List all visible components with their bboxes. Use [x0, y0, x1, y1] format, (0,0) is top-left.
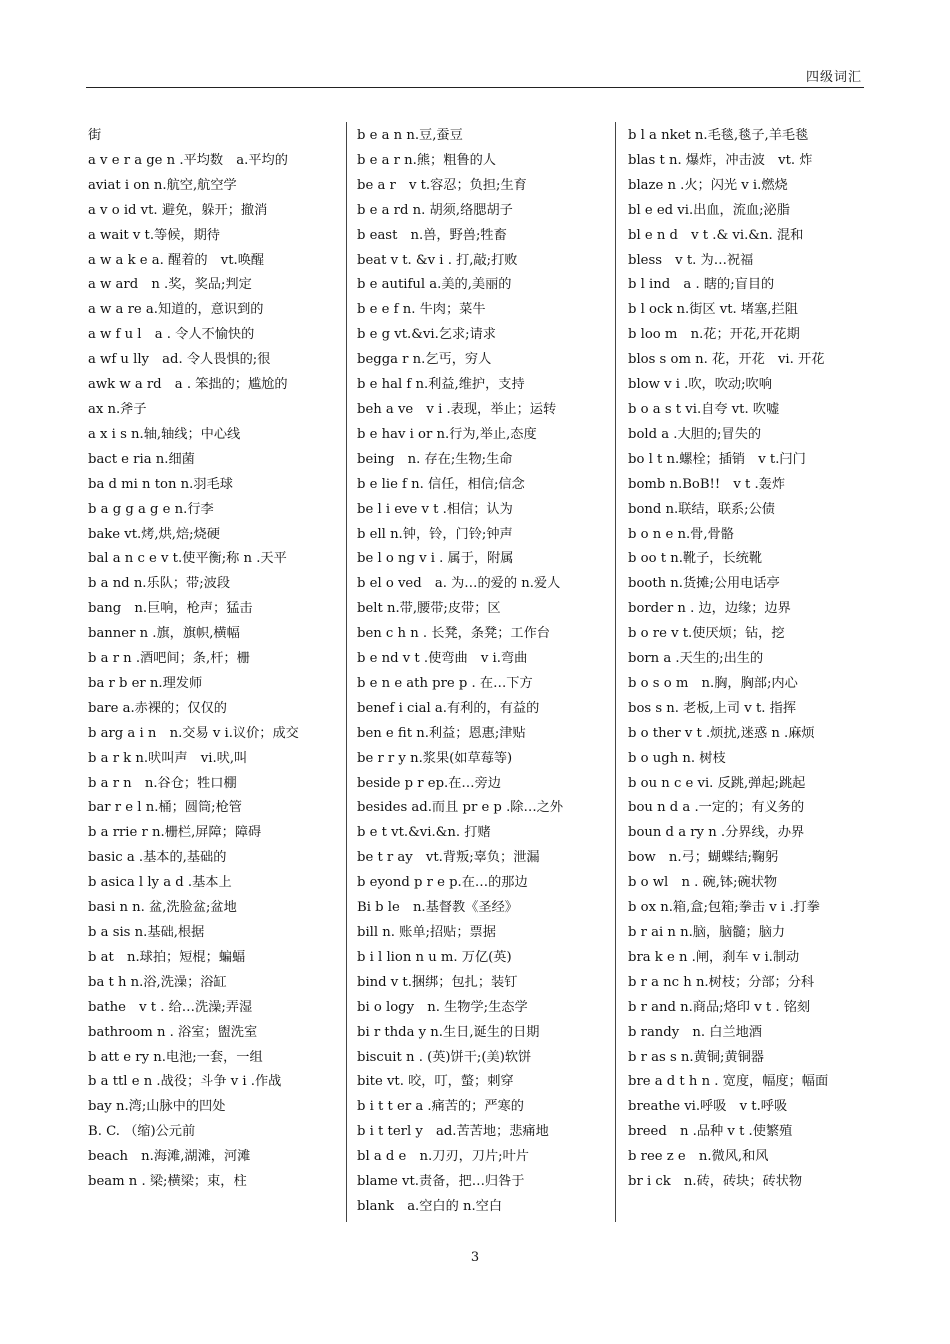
- vocab-entry: blame vt.责备，把…归咎于: [357, 1174, 525, 1190]
- vocab-entry: b o wl n . 碗,钵;碗状物: [628, 875, 778, 891]
- vocab-entry: bathe v t . 给…洗澡;弄湿: [88, 999, 253, 1015]
- vocab-entry: b o a s t vi.自夸 vt. 吹嘘: [628, 401, 780, 417]
- vocab-entry: br i ck n.砖，砖块；砖状物: [628, 1174, 803, 1190]
- vocab-entry: a wait v t.等候，期待: [88, 227, 220, 243]
- vocab-entry: 街: [88, 128, 102, 143]
- vocab-entry: bare a.赤裸的；仅仅的: [88, 700, 227, 716]
- column-2: [357, 124, 607, 1220]
- vocab-entry: b e hav i or n.行为,举止,态度: [357, 426, 537, 442]
- vocab-entry: b a ttl e n .战役；斗争 v i .作战: [88, 1074, 282, 1090]
- vocab-entry: be l o ng v i . 属于，附属: [357, 551, 514, 567]
- vocab-entry: bre a d t h n . 宽度，幅度；幅面: [628, 1074, 829, 1090]
- vocab-entry: aviat i on n.航空,航空学: [88, 177, 237, 193]
- vocab-entry: bos s n. 老板,上司 v t. 指挥: [628, 700, 797, 716]
- vocab-entry: b o re v t.使厌烦；钻，挖: [628, 626, 785, 642]
- vocab-entry: be r r y n.浆果(如草莓等): [357, 750, 513, 766]
- vocab-entry: beside p r ep.在…旁边: [357, 775, 501, 791]
- vocab-entry: bact e ria n.细菌: [88, 451, 195, 467]
- vocab-entry: blos s om n. 花，开花 vi. 开花: [628, 352, 825, 368]
- vocab-entry: b r as s n.黄铜;黄铜器: [628, 1049, 764, 1065]
- vocab-entry: b a r n .酒吧间；条,杆；栅: [88, 651, 250, 667]
- vocab-entry: ba t h n.浴,洗澡；浴缸: [88, 974, 227, 990]
- vocab-entry: ben e fit n.利益；恩惠;津贴: [357, 725, 526, 741]
- vocab-entry: being n. 存在;生物;生命: [357, 451, 513, 467]
- vocab-entry: Bi b le n.基督教《圣经》: [357, 900, 518, 916]
- vocab-entry: b o s o m n.胸，胸部;内心: [628, 675, 798, 691]
- vocab-entry: blow v i .吹，吹动;吹响: [628, 377, 772, 393]
- vocab-entry: biscuit n . (英)饼干;(美)软饼: [357, 1049, 532, 1065]
- vocab-entry: bl e ed vi.出血，流血;泌脂: [628, 202, 790, 218]
- vocab-entry: a w a k e a. 醒着的 vt.唤醒: [88, 252, 265, 268]
- vocab-entry: b r and n.商品;烙印 v t . 铭刻: [628, 999, 811, 1015]
- vocab-entry: beat v t. &v i . 打,敲;打败: [357, 252, 518, 268]
- vocab-entry: bond n.联结，联系;公债: [628, 501, 775, 517]
- vocab-entry: awk w a rd a . 笨拙的；尴尬的: [88, 377, 288, 393]
- vocab-entry: b arg a i n n.交易 v i.议价；成交: [88, 725, 299, 741]
- vocab-entry: b i l lion n u m. 万亿(英): [357, 949, 512, 965]
- vocab-entry: b a r n n.谷仓；牲口棚: [88, 775, 237, 791]
- vocab-entry: b o n e n.骨,骨骼: [628, 526, 734, 542]
- vocab-entry: beh a ve v i .表现，举止；运转: [357, 401, 557, 417]
- column-1: [88, 124, 338, 1195]
- vocab-entry: border n . 边，边缘；边界: [628, 601, 791, 617]
- vocab-entry: b loo m n.花；开花,开花期: [628, 327, 800, 343]
- vocab-entry: b ree z e n.微风,和风: [628, 1149, 769, 1165]
- vocab-entry: be t r ay vt.背叛;辜负；泄漏: [357, 850, 540, 866]
- vocab-entry: b o ugh n. 树枝: [628, 750, 726, 766]
- vocab-entry: bake vt.烤,烘,焙;烧硬: [88, 526, 220, 542]
- vocab-entry: b a nd n.乐队；带;波段: [88, 576, 231, 592]
- header-title: 四级词汇: [805, 70, 862, 85]
- vocab-entry: blaze n .火；闪光 v i.燃烧: [628, 177, 788, 193]
- vocab-entry: B. C. （缩)公元前: [88, 1124, 196, 1140]
- vocab-entry: b e a n n.豆,蚕豆: [357, 128, 463, 143]
- vocab-entry: a wf u lly ad. 令人畏惧的;很: [88, 352, 271, 368]
- vocab-entry: b e lie f n. 信任，相信;信念: [357, 476, 525, 492]
- vocab-entry: benef i cial a.有利的，有益的: [357, 700, 540, 716]
- vocab-entry: be l i eve v t .相信；认为: [357, 501, 513, 517]
- vocab-entry: bold a .大胆的;冒失的: [628, 426, 762, 442]
- vocab-entry: b e hal f n.利益,维护，支持: [357, 377, 525, 393]
- vocab-entry: ba d mi n ton n.羽毛球: [88, 476, 233, 492]
- vocab-entry: b e e f n. 牛肉；菜牛: [357, 302, 486, 318]
- vocab-entry: ax n.斧子: [88, 401, 147, 417]
- vocab-entry: b e autiful a.美的,美丽的: [357, 277, 512, 293]
- vocab-entry: b oo t n.靴子，长统靴: [628, 551, 763, 567]
- vocab-entry: b e a r n.熊；粗鲁的人: [357, 152, 496, 168]
- vocab-entry: belt n.带,腰带;皮带；区: [357, 601, 501, 617]
- vocab-entry: b r ai n n.脑，脑髓；脑力: [628, 925, 786, 940]
- vocab-entry: b a sis n.基础,根据: [88, 925, 205, 940]
- vocab-entry: a v o id vt. 避免，躲开；撤消: [88, 202, 268, 218]
- vocab-entry: b r a nc h n.树枝；分部；分科: [628, 974, 815, 990]
- vocab-entry: b a r k n.吠叫声 vi.吠,叫: [88, 750, 248, 766]
- vocab-entry: b l a nket n.毛毯,毯子,羊毛毯: [628, 128, 809, 143]
- vocab-entry: b e n e ath pre p . 在…下方: [357, 675, 533, 691]
- header-rule: [86, 87, 864, 88]
- vocab-entry: bill n. 账单;招贴；票据: [357, 925, 496, 940]
- vocab-entry: bar r e l n.桶；圆筒;枪管: [88, 800, 242, 816]
- vocab-entry: b randy n. 白兰地酒: [628, 1024, 762, 1040]
- vocab-entry: b att e ry n.电池;一套，一组: [88, 1049, 263, 1065]
- vocab-entry: a v e r a ge n .平均数 a.平均的: [88, 152, 288, 168]
- vocab-entry: b ell n.钟，铃，门铃;钟声: [357, 526, 513, 542]
- vocab-entry: b a g g a g e n.行李: [88, 501, 214, 517]
- vocab-entry: a w f u l a . 令人不愉快的: [88, 327, 255, 343]
- column-divider: [346, 122, 347, 1222]
- vocab-entry: beam n . 梁;横梁；束，柱: [88, 1174, 247, 1190]
- vocab-entry: breed n .品种 v t .使繁殖: [628, 1124, 793, 1140]
- vocab-entry: b i t t er a .痛苦的；严寒的: [357, 1099, 524, 1115]
- vocab-entry: ben c h n . 长凳，条凳；工作台: [357, 626, 550, 642]
- vocab-entry: b eyond p r e p.在…的那边: [357, 875, 528, 891]
- vocab-entry: bo l t n.螺栓；插销 v t.闩门: [628, 451, 806, 467]
- vocab-entry: blas t n. 爆炸，冲击波 vt. 炸: [628, 152, 813, 168]
- vocab-entry: booth n.货摊;公用电话亭: [628, 576, 780, 592]
- vocab-entry: blank a.空白的 n.空白: [357, 1198, 503, 1214]
- page-number: 3: [470, 1250, 480, 1265]
- vocab-entry: b a rrie r n.栅栏,屏障；障碍: [88, 825, 262, 841]
- vocab-entry: b l ind a . 瞎的;盲目的: [628, 277, 775, 293]
- vocab-entry: b l ock n.街区 vt. 堵塞,拦阻: [628, 302, 798, 318]
- vocab-entry: bomb n.BoB!! v t .轰炸: [628, 476, 786, 492]
- vocab-entry: besides ad.而且 pr e p .除…之外: [357, 800, 564, 816]
- vocab-entry: b e g vt.&vi.乞求;请求: [357, 327, 496, 343]
- vocab-entry: a x i s n.轴,轴线；中心线: [88, 426, 241, 442]
- vocab-entry: bou n d a .一定的；有义务的: [628, 800, 805, 816]
- vocab-entry: bal a n c e v t.使平衡;称 n .天平: [88, 551, 287, 567]
- vocab-entry: b e a rd n. 胡须,络腮胡子: [357, 202, 513, 218]
- vocab-entry: banner n .旗，旗帜,横幅: [88, 626, 240, 642]
- vocab-entry: be a r v t.容忍；负担;生育: [357, 177, 527, 193]
- vocab-entry: b e t vt.&vi.&n. 打赌: [357, 825, 491, 841]
- vocab-entry: bl a d e n.刀刃，刀片;叶片: [357, 1149, 529, 1165]
- vocab-entry: bi o logy n. 生物学;生态学: [357, 999, 528, 1015]
- vocab-entry: bite vt. 咬，叮，螫；刺穿: [357, 1074, 514, 1090]
- column-3: [628, 124, 878, 1195]
- vocab-entry: born a .天生的;出生的: [628, 651, 764, 667]
- vocab-entry: bl e n d v t .& vi.&n. 混和: [628, 227, 804, 243]
- vocab-entry: ba r b er n.理发师: [88, 675, 203, 691]
- vocab-entry: b east n.兽，野兽;牲畜: [357, 227, 507, 243]
- vocab-entry: bra k e n .闸，刹车 v i.制动: [628, 949, 800, 965]
- vocab-entry: b o ther v t .烦扰,迷惑 n .麻烦: [628, 725, 815, 741]
- vocab-entry: b ou n c e vi. 反跳,弹起;跳起: [628, 775, 806, 791]
- column-divider: [615, 122, 616, 1222]
- vocab-entry: bless v t. 为…祝福: [628, 252, 754, 268]
- vocab-entry: bow n.弓；蝴蝶结;鞠躬: [628, 850, 779, 866]
- vocab-entry: bathroom n . 浴室；盥洗室: [88, 1024, 258, 1040]
- vocab-entry: bay n.湾;山脉中的凹处: [88, 1099, 226, 1115]
- vocab-entry: basi n n. 盆,洗脸盆;盆地: [88, 900, 237, 916]
- vocab-entry: breathe vi.呼吸 v t.呼吸: [628, 1099, 788, 1115]
- vocab-entry: boun d a ry n .分界线，办界: [628, 825, 805, 841]
- vocab-entry: b i t terl y ad.苦苦地；悲痛地: [357, 1124, 549, 1140]
- vocab-entry: basic a .基本的,基础的: [88, 850, 227, 866]
- vocab-entry: a w ard n .奖，奖品;判定: [88, 277, 252, 293]
- vocab-entry: b e nd v t .使弯曲 v i.弯曲: [357, 651, 528, 667]
- vocab-entry: bang n.巨响，枪声；猛击: [88, 601, 253, 617]
- vocab-entry: beach n.海滩,湖滩，河滩: [88, 1149, 251, 1165]
- vocab-entry: b at n.球拍；短棍；蝙蝠: [88, 949, 246, 965]
- vocab-entry: b ox n.箱,盒;包箱;拳击 v i .打拳: [628, 900, 820, 916]
- vocab-entry: begga r n.乞丐，穷人: [357, 352, 492, 368]
- vocab-entry: bind v t.捆绑；包扎；装钉: [357, 974, 518, 990]
- vocab-entry: a w a re a.知道的，意识到的: [88, 302, 264, 318]
- vocab-entry: b asica l ly a d .基本上: [88, 875, 232, 891]
- vocab-entry: b el o ved a. 为…的爱的 n.爱人: [357, 576, 561, 592]
- vocab-entry: bi r thda y n.生日,诞生的日期: [357, 1024, 540, 1040]
